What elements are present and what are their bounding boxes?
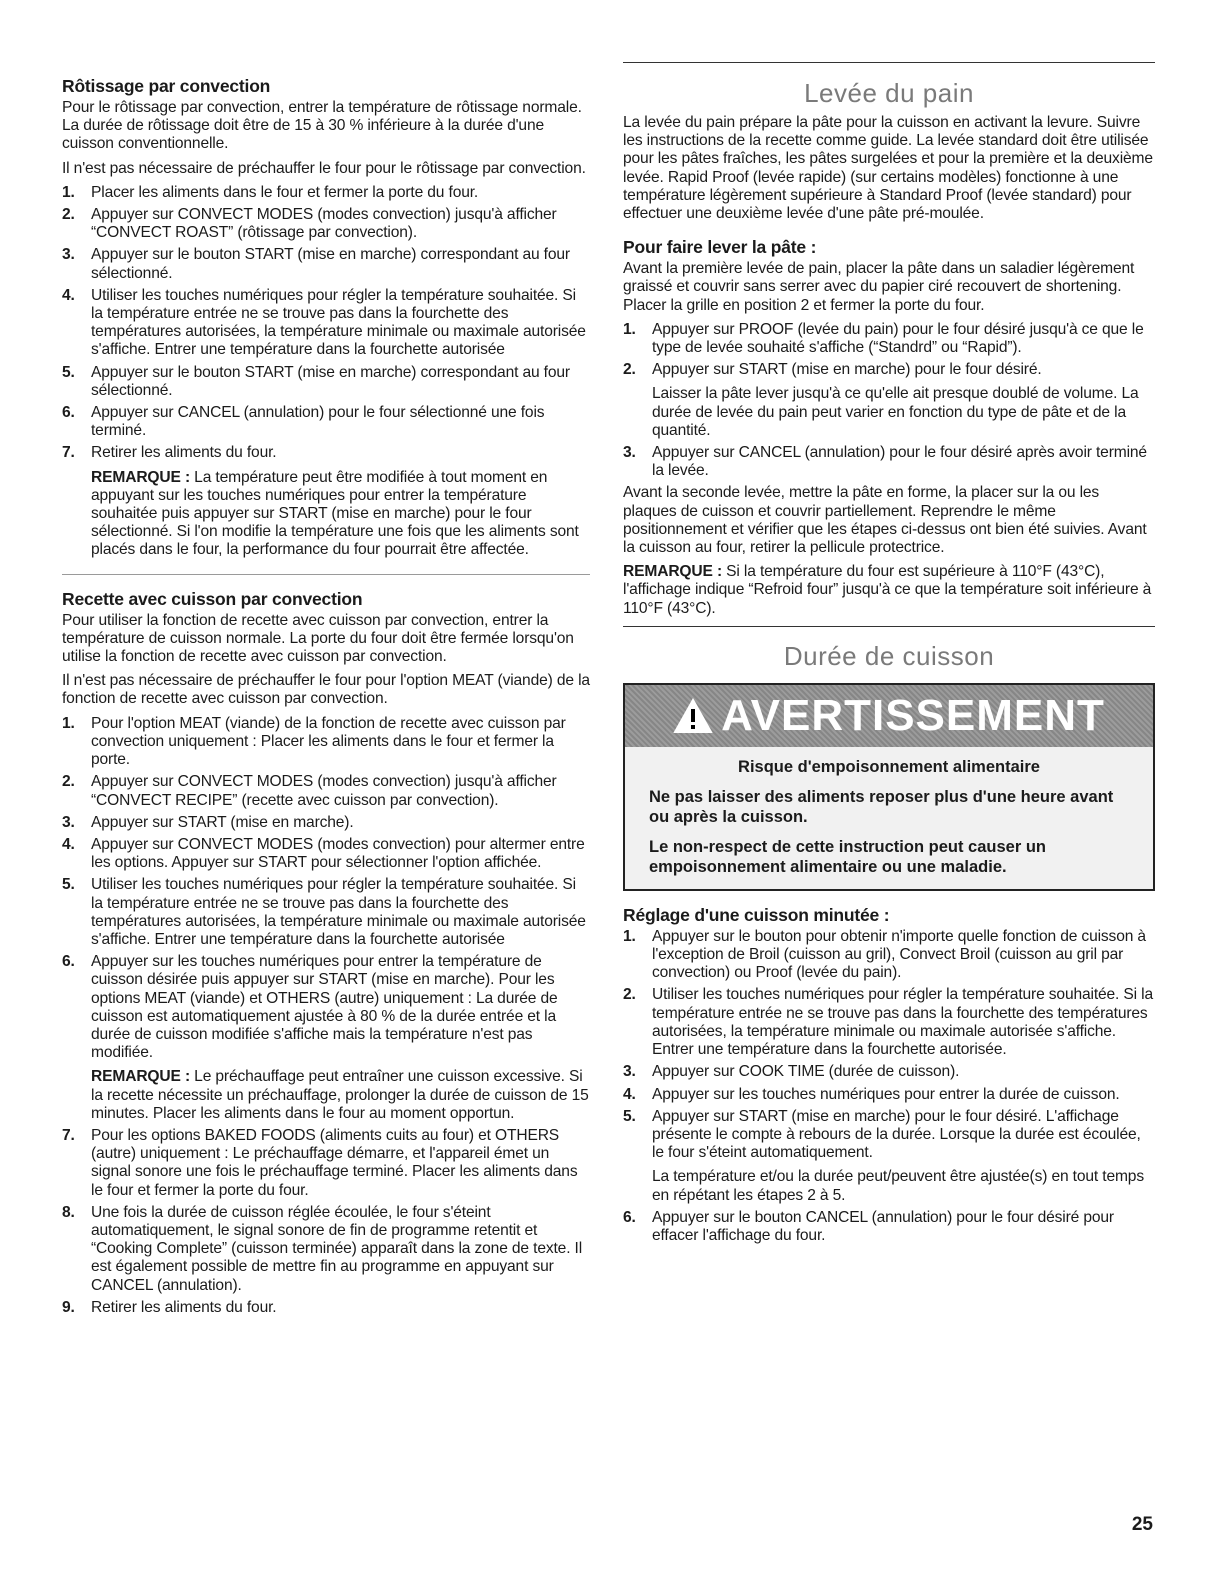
proof-section-title: Levée du pain xyxy=(804,78,974,108)
remark: REMARQUE : Le préchauffage peut entraîner une cuisson excessive. Si la recette nécessite un préchauffage, prolonger la durée de cuisson de 15 minutes. Placer les aliments dans le four au moment opportun. xyxy=(91,1068,589,1122)
convection-recipe-steps xyxy=(62,715,590,1317)
list-item: 4. Appuyer sur CONVECT MODES (modes convection) pour altermer entre les options. Appuyer sur START pour sélectionner l'option affichée. xyxy=(62,835,585,872)
left-column xyxy=(62,62,590,1321)
list-item: 2. Appuyer sur CONVECT MODES (modes convection) jusqu'à afficher “CONVECT RECIPE” (recette avec cuisson par convection). xyxy=(62,773,557,809)
list-item: 1. Pour l'option MEAT (viande) de la fonction de recette avec cuisson par convection uniquement : Placer les aliments dans le four et fermer la porte. xyxy=(62,714,566,769)
convection-recipe-preheat-note: Il n'est pas nécessaire de préchauffer le four pour l'option MEAT (viande) de la fonction de recette avec cuisson par convection. xyxy=(62,672,590,708)
list-item: 5. Appuyer sur START (mise en marche) pour le four désiré. L'affichage présente le compte à rebours de la durée. Lorsque la durée est écoulée, le four s'éteint automatiquement. La température et/ou la durée peut/peuvent être ajustée(s) en tout temps en répétant les étapes 2 à 5. xyxy=(623,1107,1144,1204)
proof-heading: Pour faire lever la pâte : xyxy=(623,237,817,258)
list-item: 4. Utiliser les touches numériques pour régler la température souhaitée. Si la température entrée ne se trouve pas dans la fourchette des températures autorisées, la température minimale ou maximale autorisée s'affiche. Entrer une température dans la fourchette autorisée xyxy=(62,286,586,359)
list-item: 1. Appuyer sur le bouton pour obtenir n'importe quelle fonction de cuisson à l'exception de Broil (cuisson au gril), Convect Broil (cuisson au gril par convection) ou Proof (levée du pain). xyxy=(623,927,1146,982)
warning-triangle-icon xyxy=(673,698,713,734)
page-number: 25 xyxy=(1131,1514,1153,1535)
timed-cook-heading: Réglage d'une cuisson minutée : xyxy=(623,904,890,925)
list-item: 1. Appuyer sur PROOF (levée du pain) pour le four désiré jusqu'à ce que le type de levée souhaité s'affiche (“Standrd” ou “Rapid”). xyxy=(623,320,1144,357)
convection-roast-preheat-note: Il n'est pas nécessaire de préchauffer le four pour le rôtissage par convection. xyxy=(62,159,586,177)
list-item: 3. Appuyer sur START (mise en marche). xyxy=(62,813,354,831)
list-item: 5. Utiliser les touches numériques pour régler la température souhaitée. Si la température entrée ne se trouve pas dans la fourchette des températures autorisées, la température minimale ou maximale autorisée s'affiche. Entrer une température dans la fourchette autorisée xyxy=(62,876,586,948)
list-item: 6. Appuyer sur CANCEL (annulation) pour le four sélectionné une fois terminé. xyxy=(62,404,545,440)
warning-subtitle: Risque d'empoisonnement alimentaire xyxy=(738,757,1040,776)
list-item: 3. Appuyer sur COOK TIME (durée de cuisson). xyxy=(623,1063,960,1081)
list-item: 2. Appuyer sur CONVECT MODES (modes convection) jusqu'à afficher “CONVECT ROAST” (rôtissage par convection). xyxy=(62,206,557,242)
convection-recipe-intro: Pour utiliser la fonction de recette avec cuisson par convection, entrer la température de cuisson normale. La porte du four doit être fermée lorsqu'on utilise la fonction de recette avec cuisson par convection. xyxy=(62,611,574,666)
warning-consequence: Le non-respect de cette instruction peut causer un empoisonnement alimentaire ou une maladie. xyxy=(649,837,1046,876)
proof-first-rise: Avant la première levée de pain, placer la pâte dans un saladier légèrement graissé et couvrir sans serrer avec du papier ciré recouvert de shortening. Placer la grille en position 2 et fermer la porte du four. xyxy=(623,260,1135,314)
list-item: 7. Retirer les aliments du four. REMARQUE : La température peut être modifiée à tout moment en appuyant sur les touches numériques pour entrer la température souhaitée puis appuyer sur START (mise en marche) pour le four sélectionné. Si l'on modifie la température une fois que les aliments sont placés dans le four, la performance du four pourrait être affectée. xyxy=(62,444,590,559)
section-divider xyxy=(62,574,590,575)
proof-steps xyxy=(623,321,1155,481)
right-column xyxy=(623,62,1155,1249)
list-item: 7. Pour les options BAKED FOODS (aliments cuits au four) et OTHERS (autre) uniquement : Le préchauffage démarre, et l'appareil émet un signal sonore une fois le préchauffage terminé. Placer les aliments dans le four et fermer la porte du four. xyxy=(62,1126,578,1199)
timed-cook-steps xyxy=(623,928,1155,1245)
list-item: 6. Appuyer sur les touches numériques pour entrer la température de cuisson désirée puis appuyer sur START (mise en marche). Pour les options MEAT (viande) et OTHERS (autre) uniquement : La durée de cuisson est automatiquement ajustée à 80 % de la durée entrée et la durée de cuisson modifiée s'affiche mais la température n'est pas modifiée. REMARQUE : Le préchauffage peut entraîner une cuisson excessive. Si la recette nécessite un préchauffage, prolonger la durée de cuisson de 15 minutes. Placer les aliments dans le four au moment opportun. xyxy=(62,953,589,1122)
proof-remark: REMARQUE : Si la température du four est supérieure à 110°F (43°C), l'affichage indique “Refroid four” jusqu'à ce que la température soit inférieure à 110°F (43°C). xyxy=(623,563,1152,617)
convection-roast-steps xyxy=(62,184,590,560)
cook-time-section-title: Durée de cuisson xyxy=(783,640,995,671)
list-item: 3. Appuyer sur le bouton START (mise en marche) correspondant au four sélectionné. xyxy=(62,246,570,282)
list-item: 6. Appuyer sur le bouton CANCEL (annulation) pour le four désiré pour effacer l'affichage du four. xyxy=(623,1208,1114,1244)
list-item: 1. Placer les aliments dans le four et fermer la porte du four. xyxy=(62,183,479,201)
list-item: 2. Appuyer sur START (mise en marche) pour le four désiré. Laisser la pâte lever jusqu'à ce qu'elle ait presque doublé de volume. La durée de levée du pain peut varier en fonction du type de pâte et de la quantité. xyxy=(623,361,1139,439)
list-item: 9. Retirer les aliments du four. xyxy=(62,1298,277,1316)
list-item: 8. Une fois la durée de cuisson réglée écoulée, le four s'éteint automatiquement, le signal sonore de fin de programme retentit et “Cooking Complete” (cuisson terminée) apparaît dans la zone de texte. Il est également possible de mettre fin au programme en appuyant sur CANCEL (annulation). xyxy=(62,1203,583,1294)
proof-second-rise: Avant la seconde levée, mettre la pâte en forme, la placer sur la ou les plaques de cuisson et couvrir partiellement. Reprendre le même positionnement et vérifier que les étapes ci-dessus ont bien été suivies. Avant la cuisson au four, retirer la pellicule protectrice. xyxy=(623,484,1147,557)
warning-box xyxy=(623,683,1155,891)
proof-intro: La levée du pain prépare la pâte pour la cuisson en activant la levure. Suivre les instructions de la recette comme guide. La levée standard doit être utilisée pour les pâtes fraîches, les pâtes surgelées et pour la première et la deuxième levée. Rapid Proof (levée rapide) (sur certains modèles) fonctionne à une température légèrement supérieure à Standard Proof (levée standard) pour effectuer une deuxième levée d'une pâte pré-moulée. xyxy=(623,114,1153,223)
section-divider xyxy=(623,626,1155,627)
remark: REMARQUE : La température peut être modifiée à tout moment en appuyant sur les touches numériques pour entrer la température souhaitée puis appuyer sur START (mise en marche) pour le four sélectionné. Si l'on modifie la température une fois que les aliments sont placés dans le four, la performance du four pourrait être affectée. xyxy=(91,468,579,559)
convection-roast-intro: Pour le rôtissage par convection, entrer la température de rôtissage normale. La durée de rôtissage doit être de 15 à 30 % inférieure à la durée d'une cuisson conventionnelle. xyxy=(62,99,582,153)
warning-header xyxy=(625,685,1153,747)
list-item: 5. Appuyer sur le bouton START (mise en marche) correspondant au four sélectionné. xyxy=(62,363,570,399)
warning-text: Ne pas laisser des aliments reposer plus d'une heure avant ou après la cuisson. xyxy=(649,787,1114,826)
warning-title: AVERTISSEMENT xyxy=(721,690,1105,740)
convection-roast-heading: Rôtissage par convection xyxy=(62,76,271,96)
list-item: 2. Utiliser les touches numériques pour régler la température souhaitée. Si la température entrée ne se trouve pas dans la fourchette des températures autorisées, la température minimale ou maximale autorisée s'affiche. Entrer une température dans la fourchette autorisée. xyxy=(623,986,1154,1059)
convection-recipe-heading: Recette avec cuisson par convection xyxy=(62,588,363,609)
list-item: 4. Appuyer sur les touches numériques pour entrer la durée de cuisson. xyxy=(623,1085,1120,1103)
list-item: 3. Appuyer sur CANCEL (annulation) pour le four désiré après avoir terminé la levée. xyxy=(623,444,1147,480)
